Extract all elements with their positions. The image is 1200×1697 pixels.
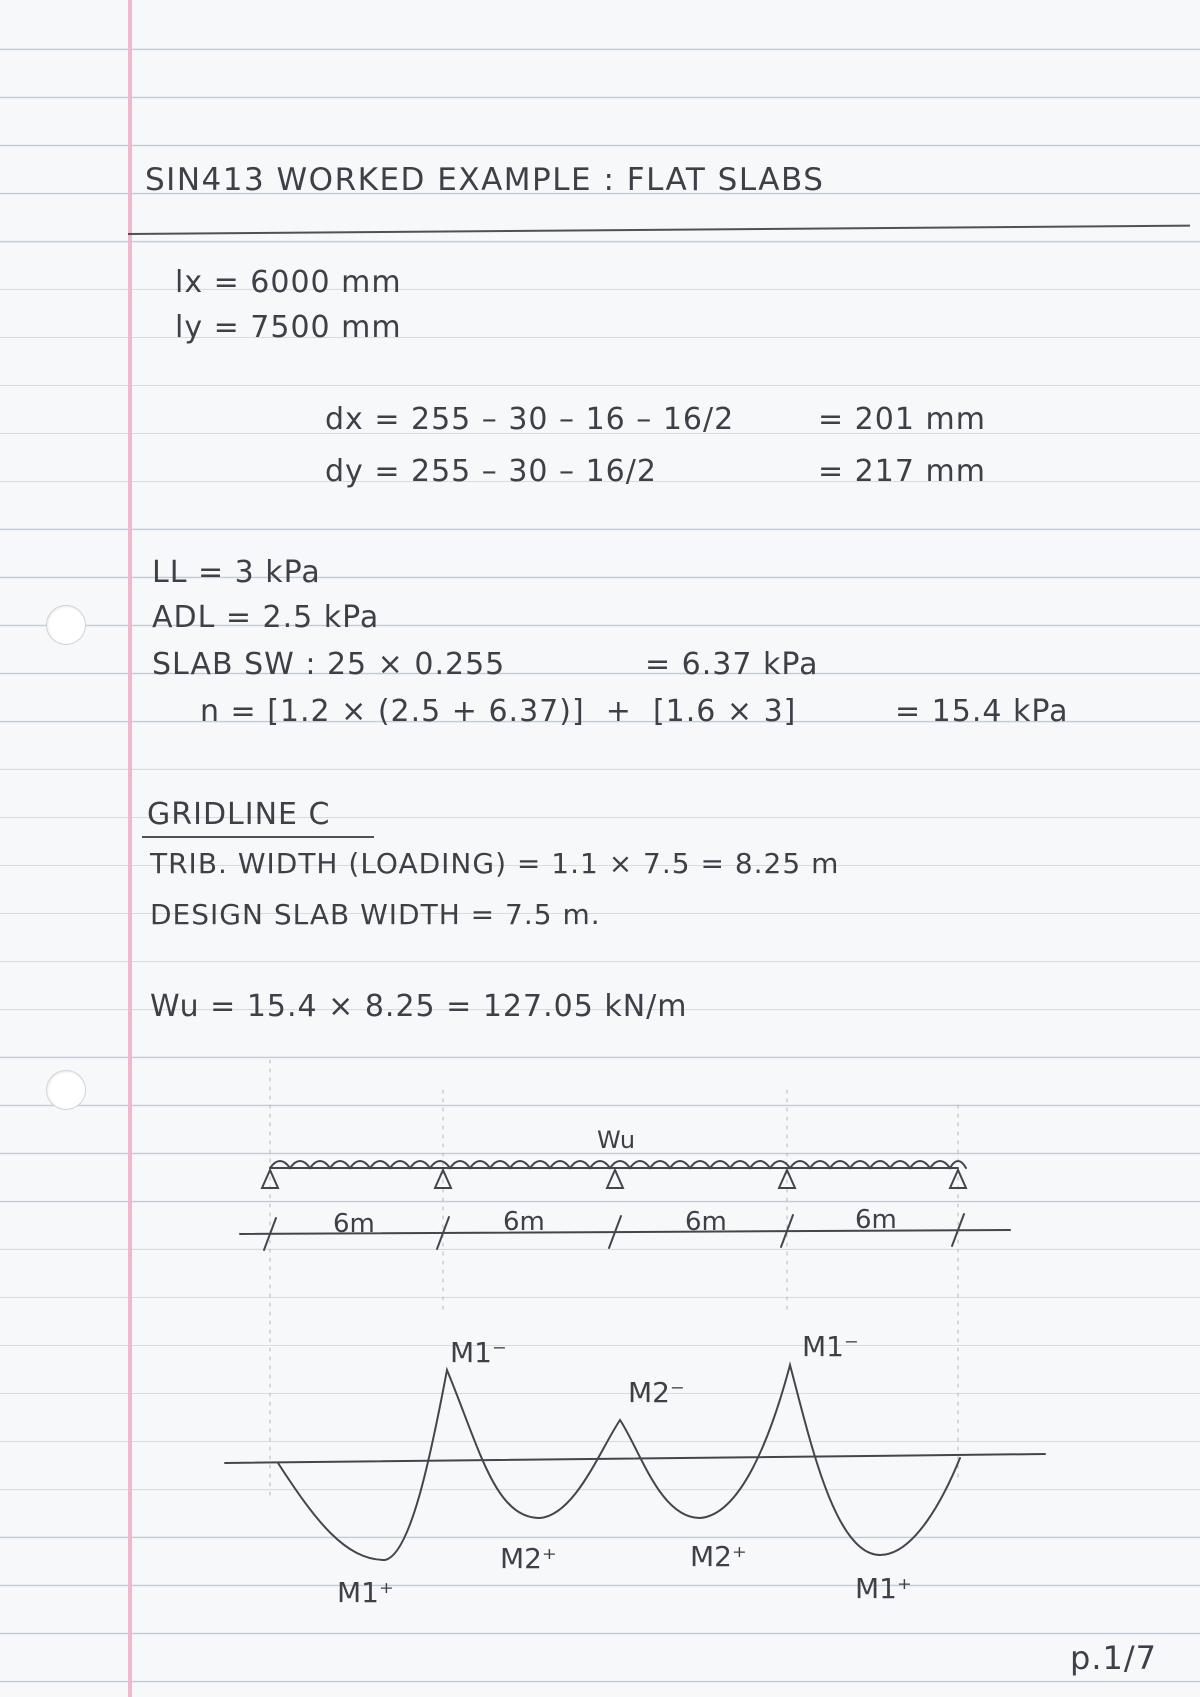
- gridline-heading: GRIDLINE C: [147, 797, 331, 832]
- trib-width: TRIB. WIDTH (LOADING) = 1.1 × 7.5 = 8.25 m: [150, 847, 840, 880]
- design-slab-width: DESIGN SLAB WIDTH = 7.5 m.: [150, 898, 601, 931]
- dx-calculation: dx = 255 – 30 – 16 – 16/2: [325, 402, 735, 437]
- bending-moment-diagram: [225, 1330, 1045, 1609]
- additional-dead-load: ADL = 2.5 kPa: [152, 600, 380, 635]
- lx-value: lx = 6000 mm: [175, 265, 402, 300]
- label-m1-pos-left: M1⁺: [337, 1576, 394, 1609]
- design-load-wu: Wu = 15.4 × 8.25 = 127.05 kN/m: [150, 989, 688, 1024]
- label-m2-neg: M2⁻: [628, 1376, 685, 1409]
- span-label-1: 6m: [333, 1209, 375, 1239]
- continuous-beam: [240, 1126, 1010, 1250]
- support-3: [607, 1170, 623, 1188]
- slab-self-weight-result: = 6.37 kPa: [645, 647, 819, 682]
- distributed-load-wu: [270, 1161, 966, 1168]
- dy-calculation: dy = 255 – 30 – 16/2: [325, 454, 657, 489]
- page-number: p.1/7: [1070, 1639, 1157, 1677]
- span-label-2: 6m: [503, 1207, 545, 1237]
- load-label: Wu: [597, 1126, 636, 1154]
- factored-load: n = [1.2 × (2.5 + 6.37)] + [1.6 × 3]: [200, 694, 797, 729]
- moment-baseline: [225, 1454, 1045, 1463]
- label-m2-pos-right: M2⁺: [690, 1540, 747, 1573]
- page-title: SIN413 WORKED EXAMPLE : FLAT SLABS: [145, 162, 825, 198]
- dy-result: = 217 mm: [818, 454, 986, 489]
- ly-value: ly = 7500 mm: [175, 310, 402, 345]
- label-m1-neg-right: M1⁻: [802, 1330, 859, 1363]
- factored-load-result: = 15.4 kPa: [895, 694, 1069, 729]
- span-label-4: 6m: [855, 1205, 897, 1235]
- label-m1-pos-right: M1⁺: [855, 1572, 912, 1605]
- pin-supports: [262, 1170, 966, 1188]
- span-label-3: 6m: [685, 1207, 727, 1237]
- live-load: LL = 3 kPa: [152, 555, 321, 590]
- dx-result: = 201 mm: [818, 402, 986, 437]
- slab-self-weight: SLAB SW : 25 × 0.255: [152, 647, 506, 682]
- label-m2-pos-left: M2⁺: [500, 1542, 557, 1575]
- moment-curve: [278, 1365, 960, 1560]
- label-m1-neg-left: M1⁻: [450, 1336, 507, 1369]
